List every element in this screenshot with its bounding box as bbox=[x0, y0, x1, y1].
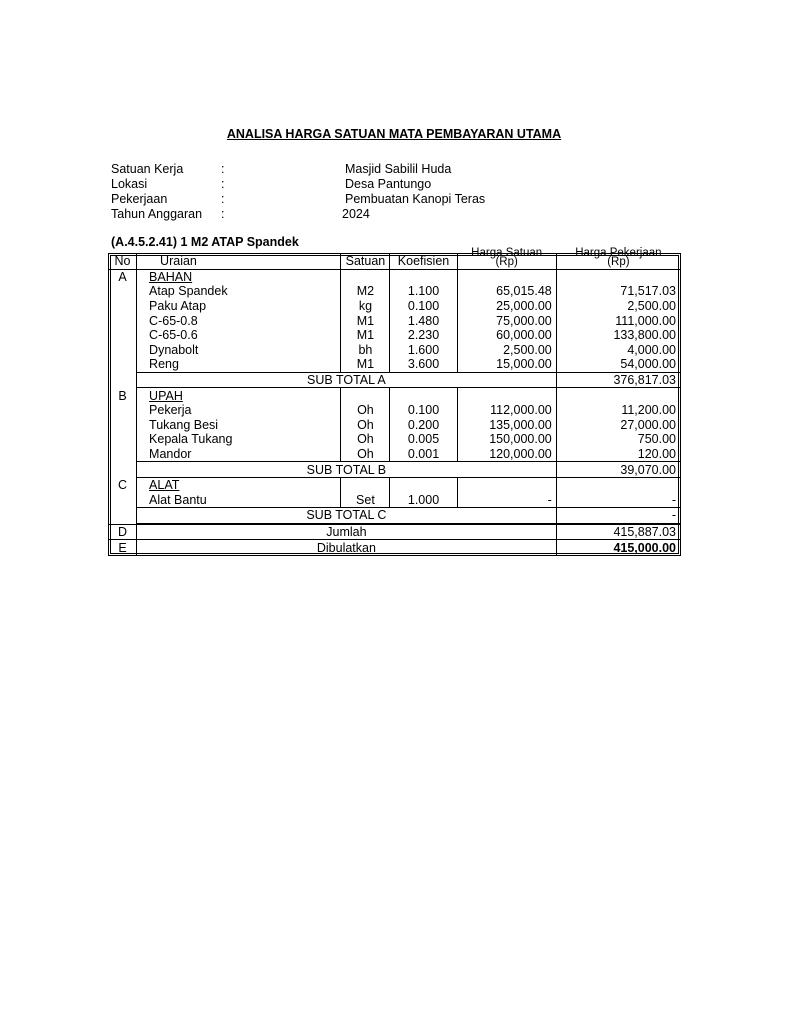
cell-harga-satuan: 2,500.00 bbox=[457, 343, 556, 358]
section-no: B bbox=[118, 388, 127, 403]
info-value: Desa Pantungo bbox=[345, 177, 432, 191]
cell-koefisien: 1.600 bbox=[389, 343, 456, 358]
cell-harga-pekerjaan: 4,000.00 bbox=[556, 343, 680, 358]
subtotal-value: 39,070.00 bbox=[556, 461, 680, 478]
section-header-row bbox=[109, 270, 680, 285]
cell-harga-satuan: 150,000.00 bbox=[457, 432, 556, 447]
cell-satuan: kg bbox=[340, 299, 389, 314]
cell-harga-pekerjaan: 111,000.00 bbox=[556, 313, 680, 328]
subtotal-value: 376,817.03 bbox=[556, 372, 680, 389]
section-name: ALAT bbox=[149, 478, 180, 493]
table-row bbox=[109, 432, 680, 447]
document-title: ANALISA HARGA SATUAN MATA PEMBAYARAN UTAMA bbox=[226, 127, 562, 141]
table-row bbox=[109, 299, 680, 314]
cell-koefisien: 3.600 bbox=[389, 357, 456, 372]
cell-satuan: Set bbox=[340, 493, 389, 508]
cell-uraian: Pekerja bbox=[136, 403, 340, 418]
cell-harga-satuan: 25,000.00 bbox=[457, 299, 556, 314]
cell-harga-pekerjaan: 71,517.03 bbox=[556, 284, 680, 299]
cell-harga-satuan: 65,015.48 bbox=[457, 284, 556, 299]
cell-harga-pekerjaan: 133,800.00 bbox=[556, 328, 680, 343]
cell-satuan: Oh bbox=[340, 418, 389, 433]
item-code: (A.4.5.2.41) 1 M2 ATAP Spandek bbox=[111, 235, 299, 249]
cell-harga-satuan: 135,000.00 bbox=[457, 418, 556, 433]
cell-koefisien: 0.200 bbox=[389, 418, 456, 433]
cell-satuan: M1 bbox=[340, 357, 389, 372]
subtotal-row-c bbox=[109, 507, 680, 524]
header-harga-satuan bbox=[457, 247, 556, 270]
info-label: Tahun Anggaran bbox=[111, 207, 203, 221]
header-harga-pekerjaan-line1: Harga Pekerjaan bbox=[575, 247, 662, 260]
header-no: No bbox=[109, 254, 136, 270]
info-colon: : bbox=[221, 162, 225, 176]
cell-satuan: M1 bbox=[340, 313, 389, 328]
cell-uraian: Reng bbox=[136, 357, 340, 372]
cell-harga-pekerjaan: 120.00 bbox=[556, 447, 680, 462]
section-name: BAHAN bbox=[149, 269, 193, 284]
cell-harga-satuan: 60,000.00 bbox=[457, 328, 556, 343]
subtotal-value: - bbox=[556, 507, 680, 524]
cell-harga-satuan: 15,000.00 bbox=[457, 357, 556, 372]
cell-satuan: Oh bbox=[340, 447, 389, 462]
table-row bbox=[109, 284, 680, 299]
cell-harga-pekerjaan: - bbox=[556, 493, 680, 508]
header-harga-pekerjaan bbox=[556, 247, 680, 270]
subtotal-label: SUB TOTAL B bbox=[136, 461, 556, 478]
table-row bbox=[109, 357, 680, 372]
info-value: 2024 bbox=[342, 207, 370, 221]
table-row bbox=[109, 403, 680, 418]
jumlah-label: Jumlah bbox=[136, 524, 556, 541]
table-row bbox=[109, 328, 680, 343]
cell-uraian: Tukang Besi bbox=[136, 418, 340, 433]
table-header-row bbox=[109, 254, 680, 270]
table-row bbox=[109, 493, 680, 508]
cell-satuan: M2 bbox=[340, 284, 389, 299]
cell-koefisien: 1.480 bbox=[389, 313, 456, 328]
section-no: A bbox=[118, 269, 127, 284]
header-harga-satuan-line1: Harga Satuan bbox=[471, 247, 543, 260]
dibulatkan-no: E bbox=[118, 540, 127, 555]
cell-koefisien: 1.000 bbox=[389, 493, 456, 508]
cell-satuan: M1 bbox=[340, 328, 389, 343]
header-koefisien: Koefisien bbox=[389, 254, 456, 270]
cell-uraian: Mandor bbox=[136, 447, 340, 462]
cell-satuan: Oh bbox=[340, 403, 389, 418]
header-uraian: Uraian bbox=[136, 254, 340, 270]
info-label: Satuan Kerja bbox=[111, 162, 184, 176]
header-harga-satuan-line2: (Rp) bbox=[495, 256, 518, 269]
cell-harga-pekerjaan: 2,500.00 bbox=[556, 299, 680, 314]
analysis-table bbox=[108, 247, 681, 556]
cell-koefisien: 2.230 bbox=[389, 328, 456, 343]
jumlah-no: D bbox=[109, 524, 136, 541]
info-colon: : bbox=[221, 207, 225, 221]
dibulatkan-row bbox=[109, 540, 680, 555]
cell-uraian: Alat Bantu bbox=[136, 493, 340, 508]
cell-koefisien: 0.100 bbox=[389, 299, 456, 314]
jumlah-row bbox=[109, 524, 680, 541]
section-name: UPAH bbox=[149, 388, 183, 403]
header-harga-pekerjaan-line2: (Rp) bbox=[607, 256, 630, 269]
header-satuan: Satuan bbox=[340, 254, 389, 270]
dibulatkan-value: 415,000.00 bbox=[556, 540, 680, 555]
info-colon: : bbox=[221, 177, 225, 191]
info-value: Pembuatan Kanopi Teras bbox=[345, 192, 486, 206]
dibulatkan-label: Dibulatkan bbox=[136, 540, 556, 555]
subtotal-row-b bbox=[109, 461, 680, 478]
info-colon: : bbox=[221, 192, 225, 206]
cell-uraian: Kepala Tukang bbox=[136, 432, 340, 447]
info-label: Pekerjaan bbox=[111, 192, 168, 206]
section-header-row bbox=[109, 478, 680, 493]
cell-satuan: Oh bbox=[340, 432, 389, 447]
jumlah-value: 415,887.03 bbox=[556, 524, 680, 541]
cell-koefisien: 1.100 bbox=[389, 284, 456, 299]
cell-koefisien: 0.005 bbox=[389, 432, 456, 447]
cell-harga-satuan: 112,000.00 bbox=[457, 403, 556, 418]
info-label: Lokasi bbox=[111, 177, 148, 191]
cell-uraian: Atap Spandek bbox=[136, 284, 340, 299]
cell-uraian: Paku Atap bbox=[136, 299, 340, 314]
cell-harga-pekerjaan: 11,200.00 bbox=[556, 403, 680, 418]
cell-harga-pekerjaan: 27,000.00 bbox=[556, 418, 680, 433]
cell-koefisien: 0.001 bbox=[389, 447, 456, 462]
cell-uraian: Dynabolt bbox=[136, 343, 340, 358]
section-header-row bbox=[109, 388, 680, 403]
table-row bbox=[109, 343, 680, 358]
cell-harga-pekerjaan: 54,000.00 bbox=[556, 357, 680, 372]
section-no: C bbox=[118, 478, 128, 493]
cell-satuan: bh bbox=[340, 343, 389, 358]
table-row bbox=[109, 418, 680, 433]
subtotal-label: SUB TOTAL A bbox=[136, 372, 556, 389]
cell-uraian: C-65-0.8 bbox=[136, 313, 340, 328]
table-row bbox=[109, 447, 680, 462]
info-value: Masjid Sabilil Huda bbox=[345, 162, 452, 176]
subtotal-label: SUB TOTAL C bbox=[136, 507, 556, 524]
cell-uraian: C-65-0.6 bbox=[136, 328, 340, 343]
cell-harga-satuan: - bbox=[457, 493, 556, 508]
subtotal-row-a bbox=[109, 372, 680, 389]
cell-koefisien: 0.100 bbox=[389, 403, 456, 418]
cell-harga-satuan: 120,000.00 bbox=[457, 447, 556, 462]
table-row bbox=[109, 313, 680, 328]
cell-harga-pekerjaan: 750.00 bbox=[556, 432, 680, 447]
cell-harga-satuan: 75,000.00 bbox=[457, 313, 556, 328]
